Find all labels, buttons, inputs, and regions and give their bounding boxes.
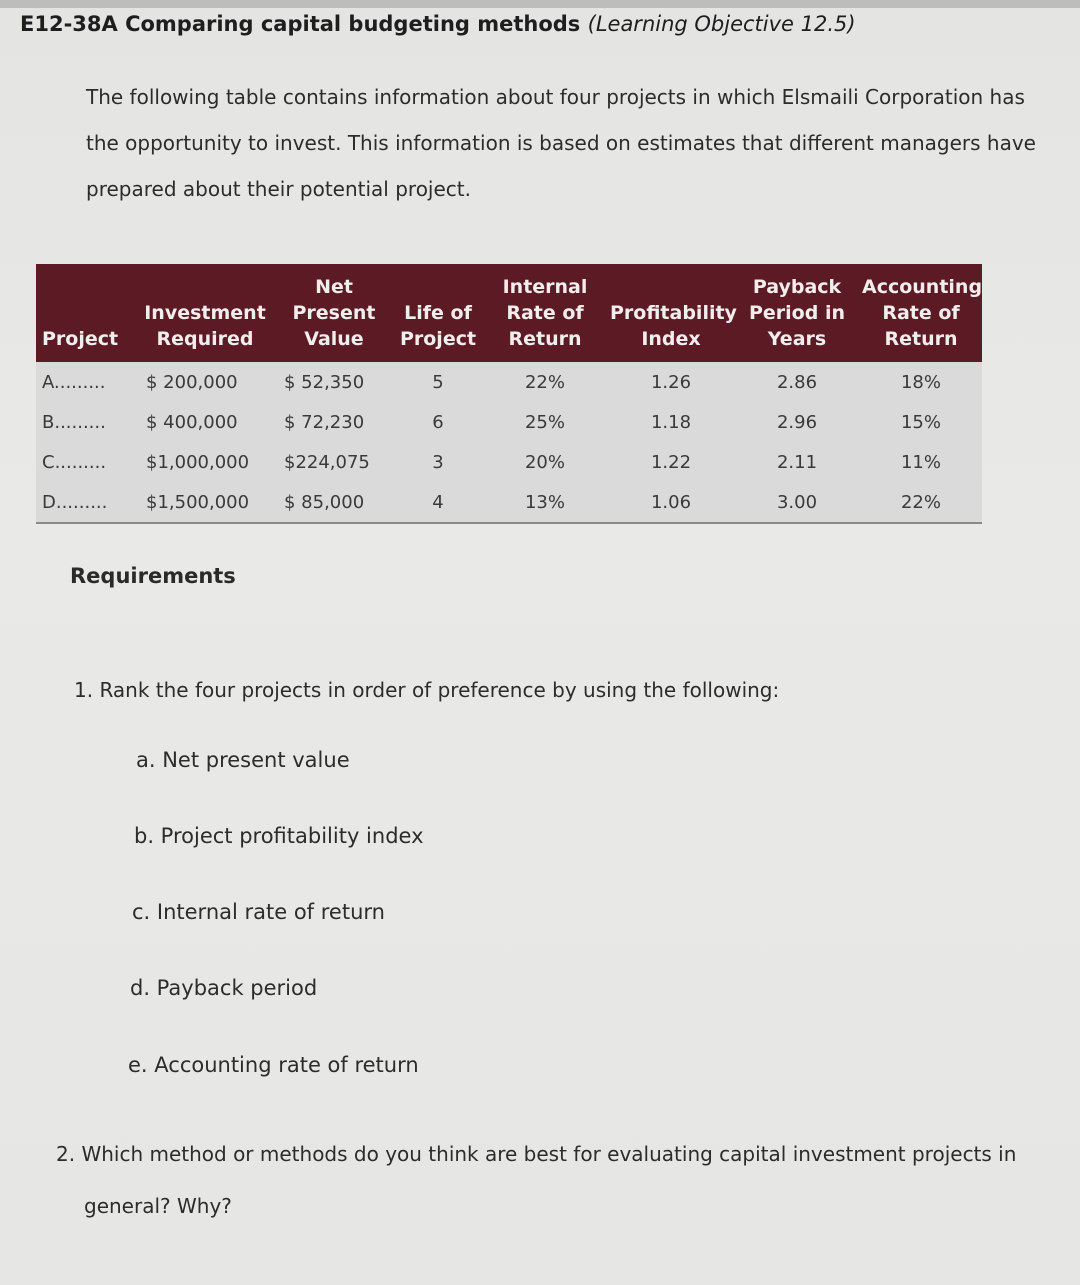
cell-npv: $ 72,230 xyxy=(284,411,365,433)
cell-profitability-index: 1.18 xyxy=(650,411,692,433)
cell-payback: 3.00 xyxy=(734,482,860,523)
exercise-title xyxy=(20,12,856,36)
cell-project: D......... xyxy=(36,482,136,523)
cell-payback: 2.96 xyxy=(776,411,818,433)
header-profitability-index: Profitability Index xyxy=(610,302,737,350)
projects-table xyxy=(36,264,982,524)
table-row xyxy=(36,482,982,523)
cell-irr: 13% xyxy=(482,482,608,523)
requirement-1e: e. Accounting rate of return xyxy=(128,1053,419,1077)
cell-project: C......... xyxy=(42,451,107,473)
cell-life: 6 xyxy=(432,411,444,433)
cell-investment: $ 200,000 xyxy=(146,371,238,393)
projects-table-container xyxy=(36,264,982,524)
requirement-1b: b. Project profitability index xyxy=(134,824,424,848)
intro-line: the opportunity to invest. This information is based on estimates that different managers have xyxy=(86,131,1036,155)
header-arr: Accounting Rate of Return xyxy=(862,276,983,350)
intro-line: prepared about their potential project. xyxy=(86,177,471,201)
header-project: Project xyxy=(42,328,119,350)
requirement-1a: a. Net present value xyxy=(136,748,350,772)
requirements-heading: Requirements xyxy=(70,564,236,588)
table-row xyxy=(36,442,982,482)
header-npv: Net Present Value xyxy=(292,276,376,350)
top-rule xyxy=(0,0,1080,8)
cell-npv: $ 85,000 xyxy=(274,482,394,523)
cell-payback: 2.86 xyxy=(776,371,818,393)
requirement-2 xyxy=(56,1128,1076,1232)
header-irr: Internal Rate of Return xyxy=(502,276,588,350)
requirement-1d: d. Payback period xyxy=(130,976,318,1000)
cell-life: 4 xyxy=(394,482,482,523)
cell-life: 5 xyxy=(432,371,444,393)
cell-irr: 22% xyxy=(524,371,565,393)
header-life: Life of Project xyxy=(399,302,477,350)
cell-project: B......... xyxy=(42,411,106,433)
cell-arr: 22% xyxy=(860,482,982,523)
header-payback: Payback Period in Years xyxy=(748,276,845,350)
learning-objective: (Learning Objective 12.5) xyxy=(587,12,856,36)
table-header-row xyxy=(36,264,982,362)
intro-line: The following table contains information about four projects in which Elsmaili Corporation has xyxy=(86,85,1025,109)
cell-arr: 11% xyxy=(900,451,941,473)
cell-irr: 20% xyxy=(524,451,565,473)
requirement-2-line: 2. Which method or methods do you think are best for evaluating capital investment projects in xyxy=(56,1142,1017,1166)
intro-paragraph xyxy=(86,74,1066,212)
header-investment: Investment Required xyxy=(144,302,266,350)
cell-profitability-index: 1.22 xyxy=(650,451,692,473)
cell-irr: 25% xyxy=(524,411,565,433)
exercise-title-text: E12-38A Comparing capital budgeting methods xyxy=(20,12,581,36)
requirement-2-line: general? Why? xyxy=(84,1194,232,1218)
cell-project: A......... xyxy=(42,371,106,393)
requirement-1c: c. Internal rate of return xyxy=(132,900,385,924)
cell-payback: 2.11 xyxy=(776,451,818,473)
cell-arr: 18% xyxy=(900,371,941,393)
table-row xyxy=(36,362,982,402)
cell-investment: $1,000,000 xyxy=(146,451,250,473)
requirement-1: 1. Rank the four projects in order of preference by using the following: xyxy=(74,678,780,702)
cell-investment: $ 400,000 xyxy=(146,411,238,433)
cell-npv: $224,075 xyxy=(284,451,370,473)
cell-npv: $ 52,350 xyxy=(284,371,365,393)
cell-profitability-index: 1.26 xyxy=(650,371,692,393)
cell-investment: $1,500,000 xyxy=(136,482,274,523)
cell-profitability-index: 1.06 xyxy=(608,482,734,523)
cell-arr: 15% xyxy=(900,411,941,433)
cell-life: 3 xyxy=(432,451,444,473)
table-row xyxy=(36,402,982,442)
